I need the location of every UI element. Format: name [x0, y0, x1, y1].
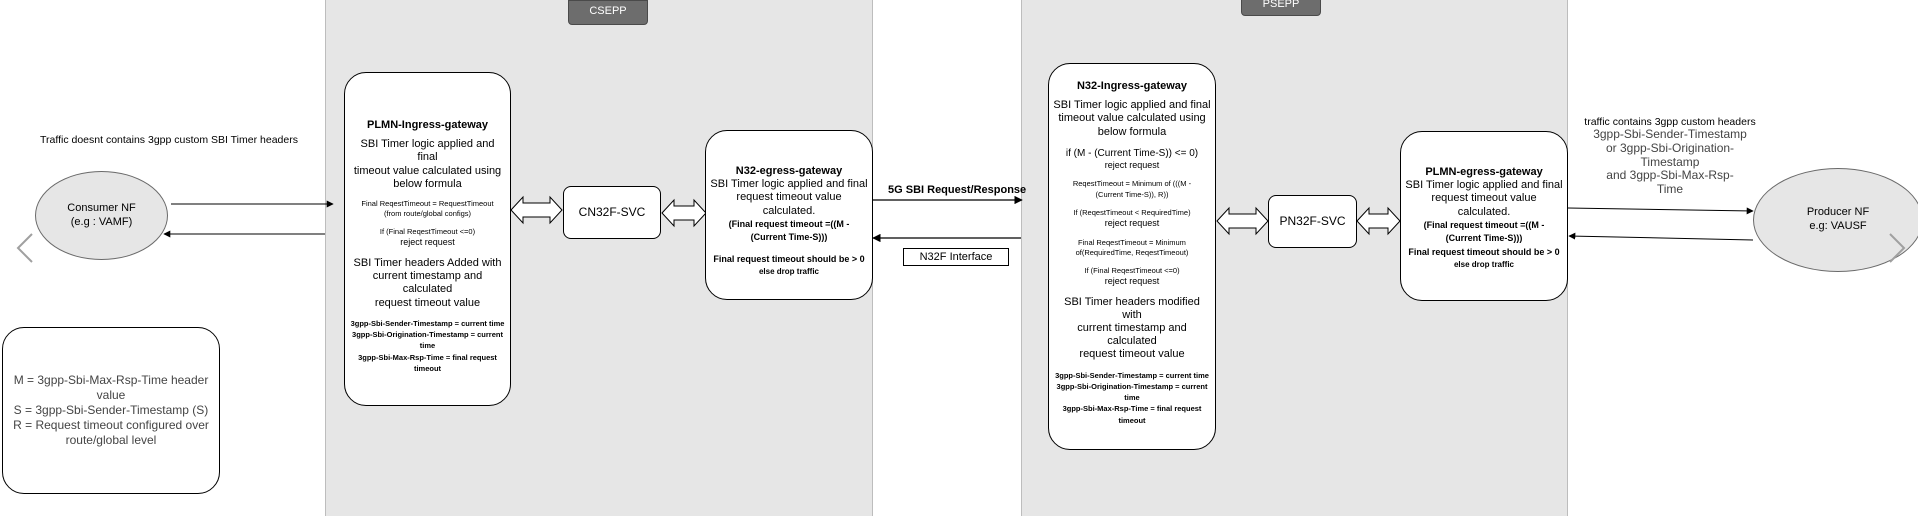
chevron-right-icon: [1882, 226, 1912, 270]
plmn-ingress-gateway: [344, 72, 511, 406]
n32-ingress-condition: reject request: [1104, 217, 1160, 228]
legend-line: value: [96, 388, 126, 402]
n32-egress-desc: SBI Timer logic applied and final: [710, 178, 868, 191]
chevron-left-icon[interactable]: [10, 226, 40, 270]
sbi-request-response-label: 5G SBI Request/Response: [888, 184, 1027, 196]
n32-egress-condition: Final request timeout should be > 0: [713, 253, 865, 264]
n32-ingress-desc: timeout value calculated using: [1058, 112, 1206, 125]
plmn-ingress-formula: reject request: [400, 237, 455, 248]
plmn-egress-formula: (Final request timeout =((M -: [1423, 219, 1545, 230]
traffic-with-headers-line: Time: [1656, 182, 1684, 197]
n32-ingress-gateway: [1048, 63, 1216, 450]
n32-egress-gateway: [705, 130, 873, 300]
plmn-egress-title: PLMN-egress-gateway: [1425, 166, 1543, 178]
plmn-ingress-headers-desc: request timeout value: [374, 296, 481, 309]
plmn-ingress-desc: below formula: [393, 177, 462, 190]
plmn-ingress-title: PLMN-Ingress-gateway: [366, 119, 489, 131]
n32-egress-condition: else drop traffic: [758, 267, 819, 277]
plmn-ingress-desc: timeout value calculated using: [353, 164, 502, 177]
n32-ingress-condition: Final ReqestTimeout = Minimum: [1078, 237, 1186, 247]
n32-egress-title: N32-egress-gateway: [735, 165, 843, 177]
consumer-nf: [35, 171, 168, 260]
traffic-with-headers-line: or 3gpp-Sbi-Origination-: [1605, 140, 1735, 155]
n32-ingress-condition: reject request: [1104, 159, 1160, 170]
producer-to-plmn-egress-arrow: [1569, 236, 1753, 240]
n32-ingress-headers-desc: request timeout value: [1079, 348, 1185, 361]
plmn-ingress-header-value: 3gpp-Sbi-Max-Rsp-Time = final request timeout: [358, 352, 497, 373]
chevron-left-icon: [10, 226, 40, 270]
plmn-ingress-desc: SBI Timer logic applied and final: [360, 138, 495, 164]
consumer-nf-example: (e.g : VAMF): [70, 215, 133, 228]
traffic-with-headers-label: [1570, 116, 1770, 197]
traffic-no-headers-label: Traffic doesnt contains 3gpp custom SBI Timer headers: [40, 134, 298, 146]
double-arrow-icon: [511, 197, 562, 223]
cn32f-svc: CN32F-SVC: [563, 186, 661, 239]
n32-ingress-condition: of(RequiredTime, ReqestTimeout): [1075, 247, 1189, 257]
producer-nf-example: e.g: VAUSF: [1809, 220, 1867, 232]
psepp-tab: PSEPP: [1241, 0, 1321, 16]
plmn-ingress-formula: (from route/global configs): [383, 209, 472, 219]
n32-ingress-condition: if (M - (Current Time-S)) <= 0): [1065, 147, 1199, 159]
n32-ingress-header-value: 3gpp-Sbi-Sender-Timestamp = current time: [1055, 370, 1209, 380]
n32-ingress-condition: ReqestTimeout = Minimum of (((M -: [1072, 179, 1192, 189]
pn32f-svc: PN32F-SVC: [1268, 195, 1357, 248]
plmn-ingress-header-value: 3gpp-Sbi-Origination-Timestamp = current time: [352, 330, 503, 351]
n32-ingress-header-value: 3gpp-Sbi-Origination-Timestamp = current time: [1056, 381, 1208, 402]
n32-egress-desc: request timeout value calculated.: [736, 191, 842, 217]
n32-ingress-condition: If (ReqestTimeout < RequiredTime): [1073, 207, 1191, 217]
consumer-nf-name: Consumer NF: [67, 201, 136, 214]
legend-line: route/global level: [65, 433, 157, 447]
legend-line: M = 3gpp-Sbi-Max-Rsp-Time header: [13, 373, 209, 387]
traffic-with-headers-line: traffic contains 3gpp custom headers: [1584, 116, 1756, 128]
double-arrow-icon: [1217, 208, 1268, 234]
plmn-egress-to-producer-arrow: [1568, 208, 1753, 211]
n32-ingress-title: N32-Ingress-gateway: [1076, 80, 1188, 92]
n32-ingress-desc: below formula: [1097, 125, 1167, 138]
plmn-egress-desc: SBI Timer logic applied and final: [1405, 179, 1563, 192]
csepp-tab: CSEPP: [568, 0, 648, 25]
plmn-egress-condition: Final request timeout should be > 0: [1408, 246, 1560, 257]
double-arrow-icon: [1357, 208, 1400, 234]
n32-ingress-desc: SBI Timer logic applied and final: [1053, 99, 1211, 112]
n32-egress-formula: (Final request timeout =((M -: [728, 218, 850, 229]
legend: [2, 327, 220, 494]
n32-ingress-headers-desc: SBI Timer headers modified with: [1064, 295, 1200, 321]
plmn-egress-formula: (Current Time-S))): [1445, 233, 1523, 244]
traffic-with-headers-line: Timestamp: [1640, 154, 1700, 169]
plmn-ingress-formula: Final ReqestTimeout = RequestTimeout: [361, 198, 494, 208]
chevron-right-icon[interactable]: [1882, 226, 1912, 270]
traffic-with-headers-line: and 3gpp-Sbi-Max-Rsp-: [1606, 168, 1734, 183]
traffic-with-headers-line: 3gpp-Sbi-Sender-Timestamp: [1593, 127, 1747, 141]
plmn-egress-desc: request timeout value calculated.: [1431, 192, 1537, 218]
n32f-interface-label: N32F Interface: [903, 248, 1009, 266]
plmn-egress-condition: else drop traffic: [1453, 260, 1514, 270]
n32-ingress-headers-desc: current timestamp and calculated: [1077, 321, 1187, 348]
producer-nf-name: Producer NF: [1806, 206, 1870, 219]
n32-ingress-header-value: 3gpp-Sbi-Max-Rsp-Time = final request timeout: [1062, 404, 1202, 425]
plmn-ingress-headers-desc: current timestamp and calculated: [372, 270, 483, 296]
n32-egress-formula: (Current Time-S))): [750, 232, 828, 243]
plmn-ingress-formula: If (Final ReqestTimeout <=0): [379, 227, 476, 237]
plmn-egress-gateway: [1400, 131, 1568, 301]
double-arrow-icon: [662, 200, 706, 226]
n32-ingress-condition: (Current Time-S)), R)): [1095, 189, 1169, 199]
plmn-ingress-headers-desc: SBI Timer headers Added with: [353, 257, 502, 269]
n32-ingress-condition: If (Final ReqestTimeout <=0): [1084, 265, 1180, 275]
legend-line: S = 3gpp-Sbi-Sender-Timestamp (S): [13, 403, 209, 417]
legend-line: R = Request timeout configured over: [13, 418, 209, 432]
plmn-ingress-header-value: 3gpp-Sbi-Sender-Timestamp = current time: [350, 318, 505, 328]
n32-ingress-condition: reject request: [1104, 275, 1160, 286]
